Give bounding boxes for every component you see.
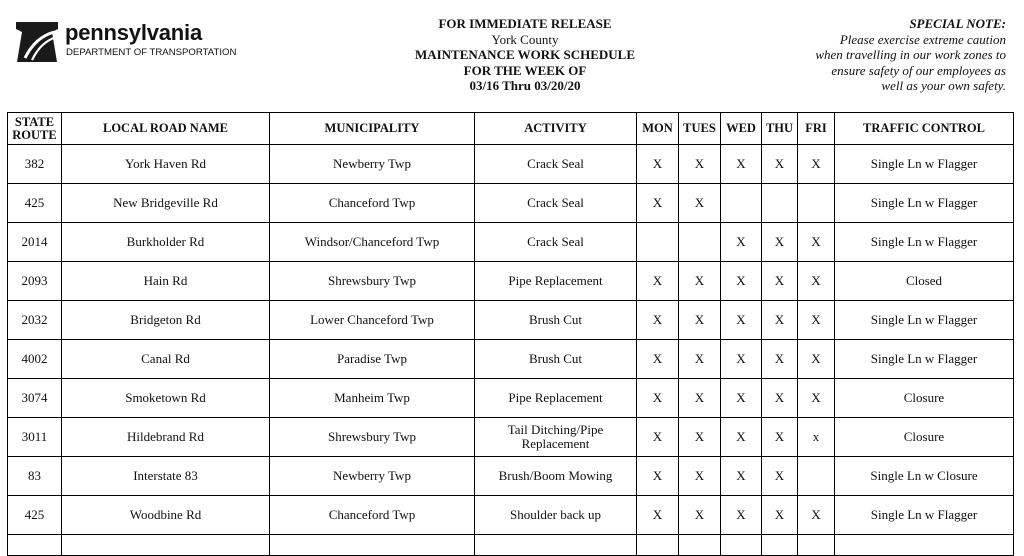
cell-tues [679,223,721,262]
county-label: York County [491,31,559,47]
cell-route [8,535,62,556]
cell-thu: X [762,496,798,535]
table-row [8,418,1014,457]
cell-mon: X [637,145,679,184]
cell-thu: X [762,223,798,262]
release-header [360,16,690,94]
cell-activity: Brush/Boom Mowing [475,457,637,496]
cell-activity: Crack Seal [475,145,637,184]
cell-municipality: Windsor/Chanceford Twp [270,223,475,262]
table-row [8,184,1014,223]
cell-thu: X [762,457,798,496]
cell-route: 3011 [8,418,62,457]
cell-road: Burkholder Rd [62,223,270,262]
cell-traffic: Single Ln w Flagger [835,340,1014,379]
cell-tues: X [679,262,721,301]
schedule-title: MAINTENANCE WORK SCHEDULE [414,47,636,63]
cell-activity: Crack Seal [475,184,637,223]
cell-fri: x [798,418,835,457]
keystone-logo-icon [14,20,60,64]
cell-thu: X [762,145,798,184]
cell-municipality: Paradise Twp [270,340,475,379]
cell-fri: X [798,340,835,379]
cell-fri: X [798,301,835,340]
cell-traffic: Single Ln w Flagger [835,145,1014,184]
cell-thu: X [762,418,798,457]
cell-route: 2014 [8,223,62,262]
cell-fri [798,184,835,223]
cell-wed [721,184,762,223]
cell-traffic: Closed [835,262,1014,301]
cell-mon: X [637,457,679,496]
cell-fri: X [798,496,835,535]
cell-activity [475,535,637,556]
week-dates: 03/16 Thru 03/20/20 [469,78,581,94]
cell-mon: X [637,496,679,535]
cell-thu [762,184,798,223]
logo-name: pennsylvania [65,20,202,45]
cell-fri [798,535,835,556]
cell-road: York Haven Rd [62,145,270,184]
cell-road [62,535,270,556]
cell-wed: X [721,145,762,184]
cell-mon: X [637,379,679,418]
cell-tues: X [679,145,721,184]
table-row [8,340,1014,379]
cell-traffic: Closure [835,379,1014,418]
special-note-title: SPECIAL NOTE: [909,16,1006,31]
cell-mon: X [637,262,679,301]
table-row [8,496,1014,535]
special-note-line: Please exercise extreme caution [839,31,1006,47]
cell-route: 425 [8,184,62,223]
cell-traffic: Single Ln w Flagger [835,223,1014,262]
cell-municipality: Manheim Twp [270,379,475,418]
cell-road: Hildebrand Rd [62,418,270,457]
cell-road: Bridgeton Rd [62,301,270,340]
cell-route: 3074 [8,379,62,418]
cell-wed: X [721,496,762,535]
table-row [8,262,1014,301]
week-label: FOR THE WEEK OF [463,62,587,78]
schedule-table [7,112,1014,556]
cell-municipality: Shrewsbury Twp [270,418,475,457]
cell-wed: X [721,301,762,340]
cell-activity: Brush Cut [475,340,637,379]
cell-wed: X [721,262,762,301]
cell-route: 4002 [8,340,62,379]
cell-tues: X [679,418,721,457]
cell-wed: X [721,340,762,379]
cell-tues: X [679,379,721,418]
header-tues: TUES [679,113,721,145]
header-fri: FRI [798,113,835,145]
cell-road: Hain Rd [62,262,270,301]
cell-wed: X [721,379,762,418]
cell-route: 2093 [8,262,62,301]
cell-municipality [270,535,475,556]
cell-mon: X [637,301,679,340]
table-row [8,379,1014,418]
cell-fri: X [798,223,835,262]
cell-wed: X [721,418,762,457]
cell-activity: Crack Seal [475,223,637,262]
special-note-line: ensure safety of our employees as [831,62,1006,78]
cell-municipality: Chanceford Twp [270,184,475,223]
cell-mon: X [637,184,679,223]
special-note-line: when travelling in our work zones to [815,47,1006,63]
cell-route: 83 [8,457,62,496]
cell-traffic: Single Ln w Flagger [835,496,1014,535]
cell-municipality: Shrewsbury Twp [270,262,475,301]
cell-activity: Pipe Replacement [475,379,637,418]
header-traffic: TRAFFIC CONTROL [835,113,1014,145]
table-body [8,145,1014,556]
cell-wed: X [721,457,762,496]
cell-road: Smoketown Rd [62,379,270,418]
cell-municipality: Chanceford Twp [270,496,475,535]
cell-activity: Brush Cut [475,301,637,340]
cell-tues: X [679,496,721,535]
cell-road: Interstate 83 [62,457,270,496]
cell-thu: X [762,301,798,340]
cell-activity: Tail Ditching/Pipe Replacement [475,418,637,457]
cell-tues: X [679,184,721,223]
cell-mon [637,535,679,556]
cell-municipality: Newberry Twp [270,457,475,496]
cell-municipality: Lower Chanceford Twp [270,301,475,340]
header-municipality: MUNICIPALITY [270,113,475,145]
cell-tues: X [679,340,721,379]
cell-tues [679,535,721,556]
table-row [8,301,1014,340]
cell-route: 382 [8,145,62,184]
release-label: FOR IMMEDIATE RELEASE [438,16,612,31]
cell-fri: X [798,145,835,184]
cell-fri: X [798,262,835,301]
cell-traffic: Single Ln w Flagger [835,301,1014,340]
cell-traffic: Single Ln w Closure [835,457,1014,496]
cell-thu: X [762,379,798,418]
cell-mon [637,223,679,262]
table-row [8,457,1014,496]
cell-tues: X [679,457,721,496]
special-note [726,16,1006,94]
cell-activity: Shoulder back up [475,496,637,535]
table-row [8,145,1014,184]
cell-thu: X [762,340,798,379]
header-road: LOCAL ROAD NAME [62,113,270,145]
special-note-line: well as your own safety. [881,78,1006,94]
cell-traffic [835,535,1014,556]
cell-fri: X [798,379,835,418]
table-row [8,535,1014,556]
cell-mon: X [637,418,679,457]
table-header-row [8,113,1014,145]
cell-tues: X [679,301,721,340]
cell-mon: X [637,340,679,379]
cell-road: Canal Rd [62,340,270,379]
header-activity: ACTIVITY [475,113,637,145]
header-thu: THU [762,113,798,145]
cell-thu [762,535,798,556]
cell-fri [798,457,835,496]
cell-thu: X [762,262,798,301]
cell-route: 2032 [8,301,62,340]
cell-traffic: Closure [835,418,1014,457]
header-state-route: STATE ROUTE [8,113,62,145]
penndot-logo [14,20,254,64]
cell-road: Woodbine Rd [62,496,270,535]
cell-route: 425 [8,496,62,535]
cell-activity: Pipe Replacement [475,262,637,301]
cell-wed: X [721,223,762,262]
table-row [8,223,1014,262]
logo-department: DEPARTMENT OF TRANSPORTATION [66,47,237,58]
cell-road: New Bridgeville Rd [62,184,270,223]
cell-municipality: Newberry Twp [270,145,475,184]
header-mon: MON [637,113,679,145]
cell-traffic: Single Ln w Flagger [835,184,1014,223]
cell-wed [721,535,762,556]
header-wed: WED [721,113,762,145]
